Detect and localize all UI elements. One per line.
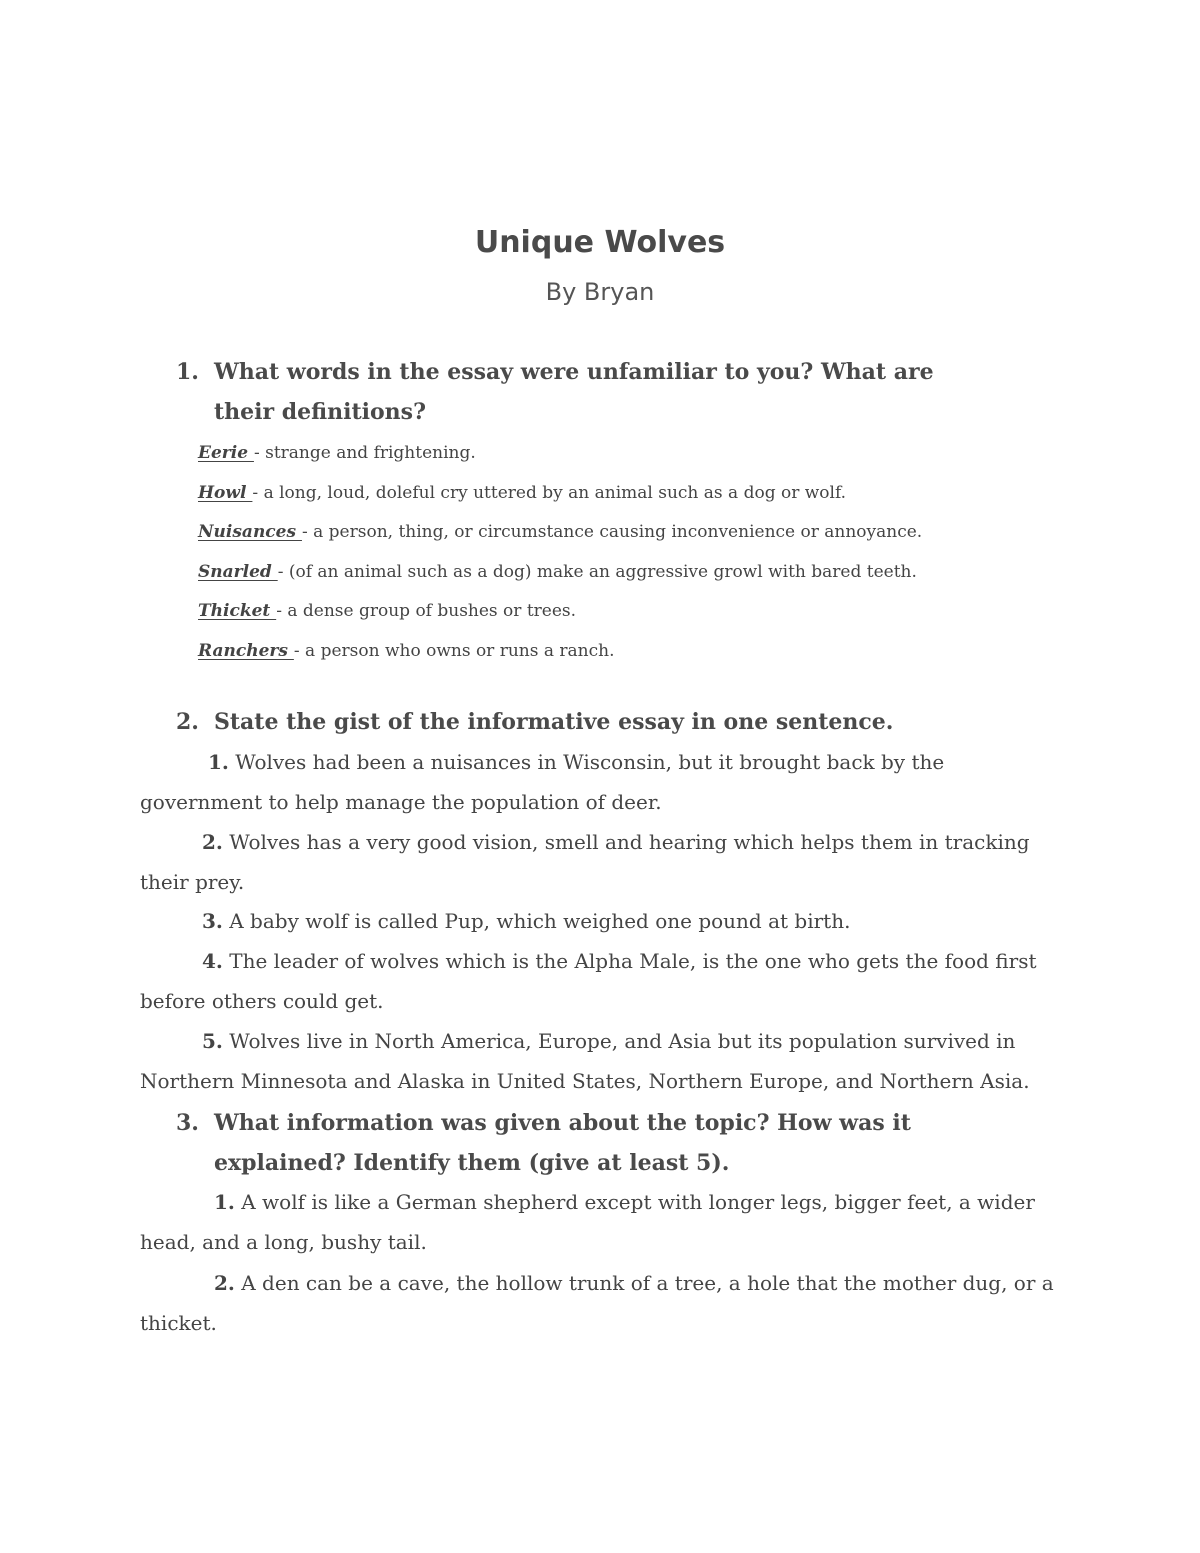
document-title: Unique Wolves (474, 225, 726, 260)
definition-item: Snarled - (of an animal such as a dog) make an aggressive growl with bared teeth. (198, 562, 917, 582)
definition-text: strange and frightening. (259, 443, 476, 463)
answer-text: Wolves had been a nuisances in Wisconsin, but it brought back by the government to help manage the population of deer. (140, 750, 945, 814)
definition-term: Howl (198, 483, 253, 503)
question-number: 2. (176, 709, 199, 735)
answer-number: 1. (208, 750, 229, 774)
answer-paragraph (140, 941, 1060, 1021)
definition-text: a dense group of bushes or trees. (281, 601, 577, 621)
answer-number: 4. (202, 949, 223, 973)
answer-paragraph (140, 1021, 1060, 1101)
definition-item: Nuisances - a person, thing, or circumstance causing inconvenience or annoyance. (198, 522, 923, 542)
answer-number: 3. (202, 909, 223, 933)
answer-paragraph (140, 1182, 1060, 1262)
question-1 (176, 352, 976, 432)
definition-text: (of an animal such as a dog) make an aggressive growl with bared teeth. (283, 562, 917, 582)
answer-number: 2. (202, 830, 223, 854)
question-number: 3. (176, 1110, 199, 1136)
answer-text: Wolves has a very good vision, smell and hearing which helps them in tracking their prey. (140, 830, 1030, 894)
definition-term: Ranchers (198, 641, 294, 661)
question-3 (176, 1103, 1006, 1183)
answer-number: 1. (214, 1190, 235, 1214)
definition-item: Howl - a long, loud, doleful cry uttered by an animal such as a dog or wolf. (198, 483, 847, 503)
answer-text: The leader of wolves which is the Alpha Male, is the one who gets the food first before others could get. (140, 949, 1037, 1013)
answer-text: Wolves live in North America, Europe, and Asia but its population survived in Northern Minnesota and Alaska in United States, Northern Europe, and Northern Asia. (140, 1029, 1030, 1093)
definition-term: Snarled (198, 562, 278, 582)
answer-text: A baby wolf is called Pup, which weighed one pound at birth. (222, 909, 851, 933)
answer-paragraph (140, 901, 1060, 941)
document-author: By Bryan (545, 278, 655, 306)
definition-text: a person who owns or runs a ranch. (299, 641, 615, 661)
answer-paragraph (140, 822, 1060, 902)
definition-term: Nuisances (198, 522, 302, 542)
question-number: 1. (176, 359, 199, 385)
question-text: State the gist of the informative essay in one sentence. (214, 709, 894, 735)
answer-text: A den can be a cave, the hollow trunk of a tree, a hole that the mother dug, or a thicket. (140, 1271, 1054, 1335)
answer-number: 2. (214, 1271, 235, 1295)
answer-text: A wolf is like a German shepherd except with longer legs, bigger feet, a wider head, and a long, bushy tail. (140, 1190, 1035, 1254)
definition-text: a person, thing, or circumstance causing inconvenience or annoyance. (307, 522, 923, 542)
question-2 (176, 702, 1076, 742)
question-text: What words in the essay were unfamiliar to you? What are their definitions? (214, 359, 934, 425)
answer-paragraph (140, 1263, 1060, 1343)
definition-item: Thicket - a dense group of bushes or trees. (198, 601, 577, 621)
definition-term: Eerie (198, 443, 254, 463)
answer-number: 5. (202, 1029, 223, 1053)
definition-item: Eerie - strange and frightening. (198, 443, 476, 463)
definition-text: a long, loud, doleful cry uttered by an animal such as a dog or wolf. (258, 483, 847, 503)
question-text: What information was given about the topic? How was it explained? Identify them (give at least 5). (214, 1110, 911, 1176)
definition-term: Thicket (198, 601, 277, 621)
answer-paragraph (140, 742, 1060, 822)
definition-item: Ranchers - a person who owns or runs a ranch. (198, 641, 615, 661)
